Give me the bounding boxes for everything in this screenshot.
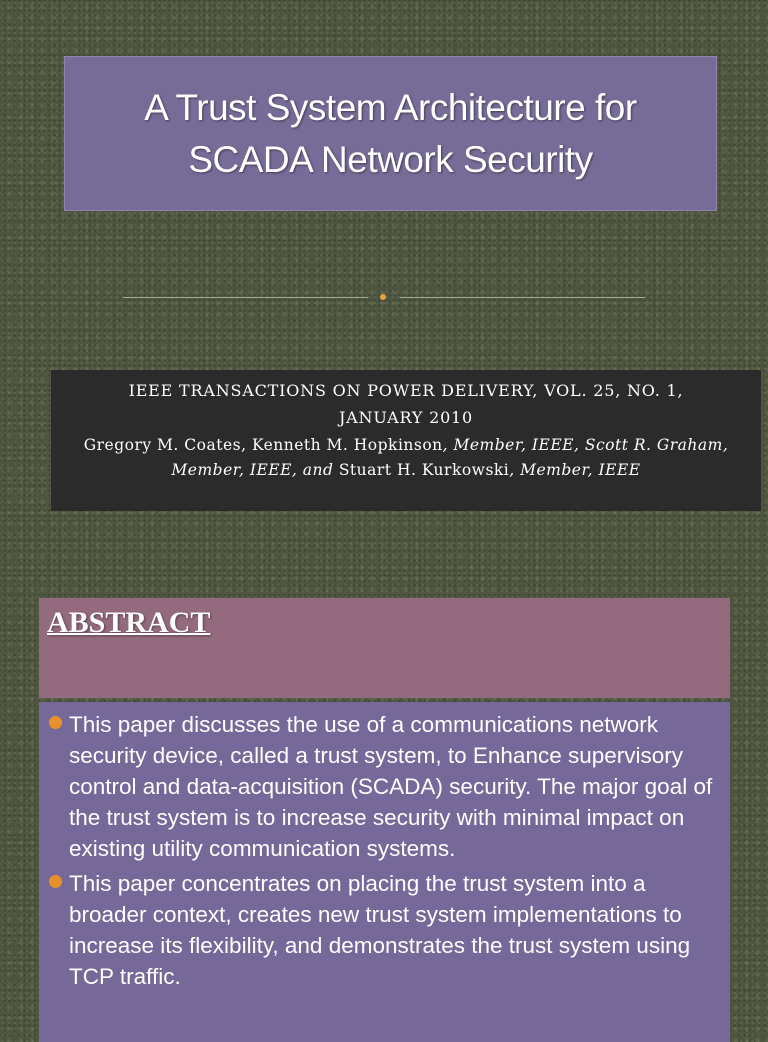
abstract-bullet (49, 709, 730, 864)
abstract-heading-box (39, 598, 730, 698)
abstract-bullet (49, 868, 730, 992)
slide-title-line-2: SCADA Network Security (188, 138, 593, 180)
slide-title-line-1: A Trust System Architecture for (144, 86, 637, 128)
divider-line-right (400, 297, 645, 298)
journal-name-line-1: IEEE TRANSACTIONS ON POWER DELIVERY, VOL. 25, NO. 1, (128, 381, 684, 400)
divider-line-left (123, 297, 368, 298)
abstract-bullet-text: This paper discusses the use of a communications network security device, called a trust system, to Enhance supervisory control and data-acquisition (SCADA) security. The major goal of the trust system is to increase security with minimal impact on existing utility communication systems. (69, 712, 713, 861)
abstract-body-box (39, 702, 730, 1042)
journal-date-line: JANUARY 2010 (338, 408, 474, 427)
author-coates: Gregory M. Coates, (83, 436, 252, 454)
author-hopkinson: Kenneth M. Hopkinson (251, 436, 443, 454)
author-list (65, 433, 747, 483)
slide-title-box (64, 56, 717, 211)
author-kurkowski: Stuart H. Kurkowski (338, 461, 510, 479)
abstract-heading: ABSTRACT (47, 606, 211, 639)
title-divider (123, 297, 645, 299)
author-membership-1: , Member, IEEE, Scott R. Graham, Member, IEEE, and (171, 436, 729, 479)
citation-box (51, 370, 761, 511)
bullet-dot-icon (49, 875, 62, 888)
author-membership-2: , Member, IEEE (509, 461, 641, 479)
bullet-dot-icon (49, 716, 62, 729)
abstract-bullet-text: This paper concentrates on placing the trust system into a broader context, creates new trust system implementations to increase its flexibility, and demonstrates the trust system using TCP traffic. (69, 871, 691, 989)
divider-dot-icon (380, 294, 386, 300)
